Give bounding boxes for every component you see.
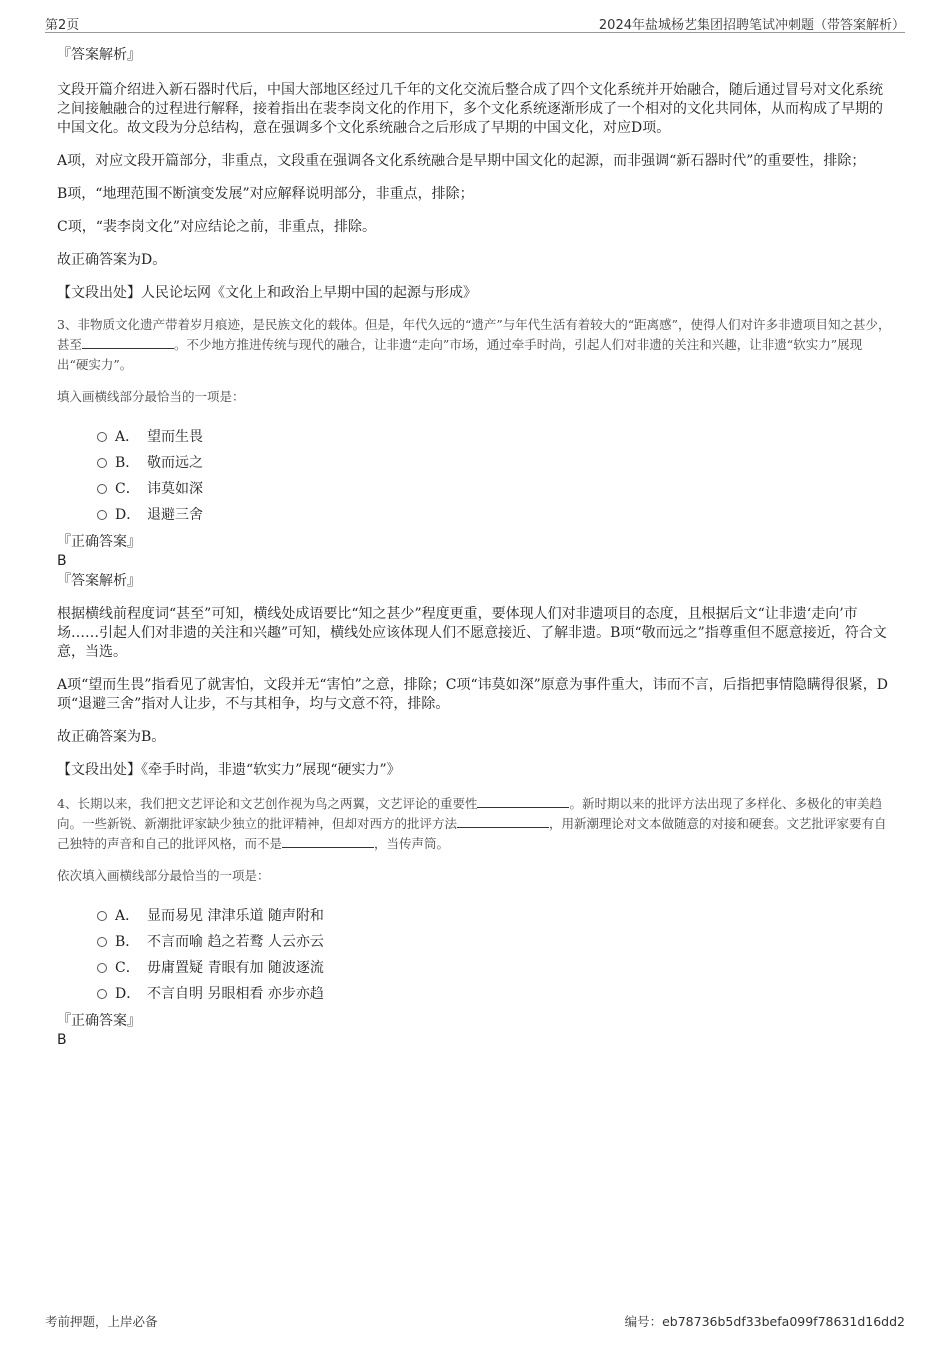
- q3-option-a[interactable]: A． 望而生畏: [57, 423, 893, 449]
- q2-analysis-label: 『答案解析』: [57, 47, 141, 63]
- q4-blank-1: [477, 795, 569, 808]
- q4-blank-2: [457, 815, 549, 828]
- q4-option-a[interactable]: A． 显而易见 津津乐道 随声附和: [57, 902, 893, 928]
- q2-analysis-para1: 文段开篇介绍进入新石器时代后，中国大部地区经过几千年的文化交流后整合成了四个文化系统并开始融合，随后通过冒号对文化系统之间接触融合的过程进行解释，接着指出在裴李岗文化的作用下，多个文化系统逐渐形成了一个相对的文化共同体，从而构成了早期的中国文化。故文段为分总结构，意在强调多个文化系统融合之后形成了早期的中国文化，对应D项。: [57, 82, 883, 136]
- q2-analysis-para2: A项，对应文段开篇部分，非重点，文段重在强调各文化系统融合是早期中国文化的起源，而非强调“新石器时代”的重要性，排除；: [57, 153, 866, 169]
- page-header: [45, 14, 905, 33]
- q3-source: 【文段出处】《牵手时尚，非遗“软实力”展现“硬实力”》: [57, 762, 401, 778]
- page-footer: [45, 1312, 905, 1330]
- q4-options: [57, 902, 893, 1006]
- q4-answer: B: [57, 1032, 67, 1048]
- q4-option-d[interactable]: D． 不言自明 另眼相看 亦步亦趋: [57, 980, 893, 1006]
- footer-slogan: 考前押题，上岸必备: [45, 1314, 158, 1329]
- q3-option-b[interactable]: B． 敬而远之: [57, 449, 893, 475]
- q4-stem: 4、长期以来，我们把文艺评论和文艺创作视为鸟之两翼，文艺评论的重要性 。新时期以来的批评方法出现了多样化、多极化的审美趋向。一些新锐、新潮批评家缺少独立的批评精神，但却对西方的批评方法 ，用新潮理论对文本做随意的对接和硬套。文艺批评家要有自己独特的声音和自己的批评风格，而不是 ，当传声筒。: [57, 796, 887, 851]
- q4-prompt: 依次填入画横线部分最恰当的一项是：: [57, 868, 270, 883]
- q2-conclusion: 故正确答案为D。: [57, 252, 167, 268]
- q3-analysis-para2: A项“望而生畏”指看见了就害怕，文段并无“害怕”之意，排除；C项“讳莫如深”原意为事件重大，讳而不言，后指把事情隐瞒得很紧，D项“退避三舍”指对人让步，不与其相争，均与文意不符，排除。: [57, 677, 888, 712]
- q3-blank: [82, 336, 174, 349]
- radio-icon[interactable]: [97, 432, 107, 442]
- q3-stem-before: 3、非物质文化遗产带着岁月痕迹，是民族文化的载体。但是，年代久远的“遗产”与年代生活有着较大的“距离感”，使得人们对许多非遗项目知之甚少，甚至: [57, 317, 891, 352]
- q3-answer-label: 『正确答案』: [57, 534, 141, 550]
- q3-option-d[interactable]: D． 退避三舍: [57, 501, 893, 527]
- document-id: 编号：eb78736b5df33befa099f78631d16dd2: [624, 1314, 905, 1329]
- q3-stem-after: 。不少地方推进传统与现代的融合，让非遗“走向”市场，通过牵手时尚，引起人们对非遗的关注和兴趣，让非遗“软实力”展现出“硬实力”。: [57, 337, 863, 372]
- page-number: 第2页: [45, 18, 80, 33]
- q4-answer-label: 『正确答案』: [57, 1013, 141, 1029]
- document-title: 2024年盐城杨艺集团招聘笔试冲刺题（带答案解析）: [598, 18, 905, 33]
- q2-analysis-para3: B项，“地理范围不断演变发展”对应解释说明部分，非重点，排除；: [57, 186, 474, 202]
- radio-icon[interactable]: [97, 510, 107, 520]
- radio-icon[interactable]: [97, 484, 107, 494]
- q2-analysis-para4: C项，“裴李岗文化”对应结论之前，非重点，排除。: [57, 219, 377, 235]
- q3-analysis-para1: 根据横线前程度词“甚至”可知，横线处成语要比“知之甚少”程度更重，要体现人们对非遗项目的态度，且根据后文“让非遗‘走向’市场……引起人们对非遗的关注和兴趣”可知，横线处应该体现人们不愿意接近、了解非遗。B项“敬而远之”指尊重但不愿意接近，符合文意，当选。: [57, 606, 887, 660]
- radio-icon[interactable]: [97, 937, 107, 947]
- q4-option-b[interactable]: B． 不言而喻 趋之若鹜 人云亦云: [57, 928, 893, 954]
- q2-source: 【文段出处】人民论坛网《文化上和政治上早期中国的起源与形成》: [57, 285, 477, 301]
- radio-icon[interactable]: [97, 989, 107, 999]
- q3-analysis-label: 『答案解析』: [57, 573, 141, 589]
- radio-icon[interactable]: [97, 963, 107, 973]
- q4-option-c[interactable]: C． 毋庸置疑 青眼有加 随波逐流: [57, 954, 893, 980]
- q3-conclusion: 故正确答案为B。: [57, 729, 166, 745]
- q3-answer: B: [57, 553, 67, 569]
- radio-icon[interactable]: [97, 458, 107, 468]
- document-body: [57, 46, 893, 1049]
- radio-icon[interactable]: [97, 911, 107, 921]
- q3-option-c[interactable]: C． 讳莫如深: [57, 475, 893, 501]
- q4-blank-3: [282, 835, 374, 848]
- q3-options: [57, 423, 893, 527]
- q3-stem: [57, 315, 893, 375]
- q3-prompt: 填入画横线部分最恰当的一项是：: [57, 389, 245, 404]
